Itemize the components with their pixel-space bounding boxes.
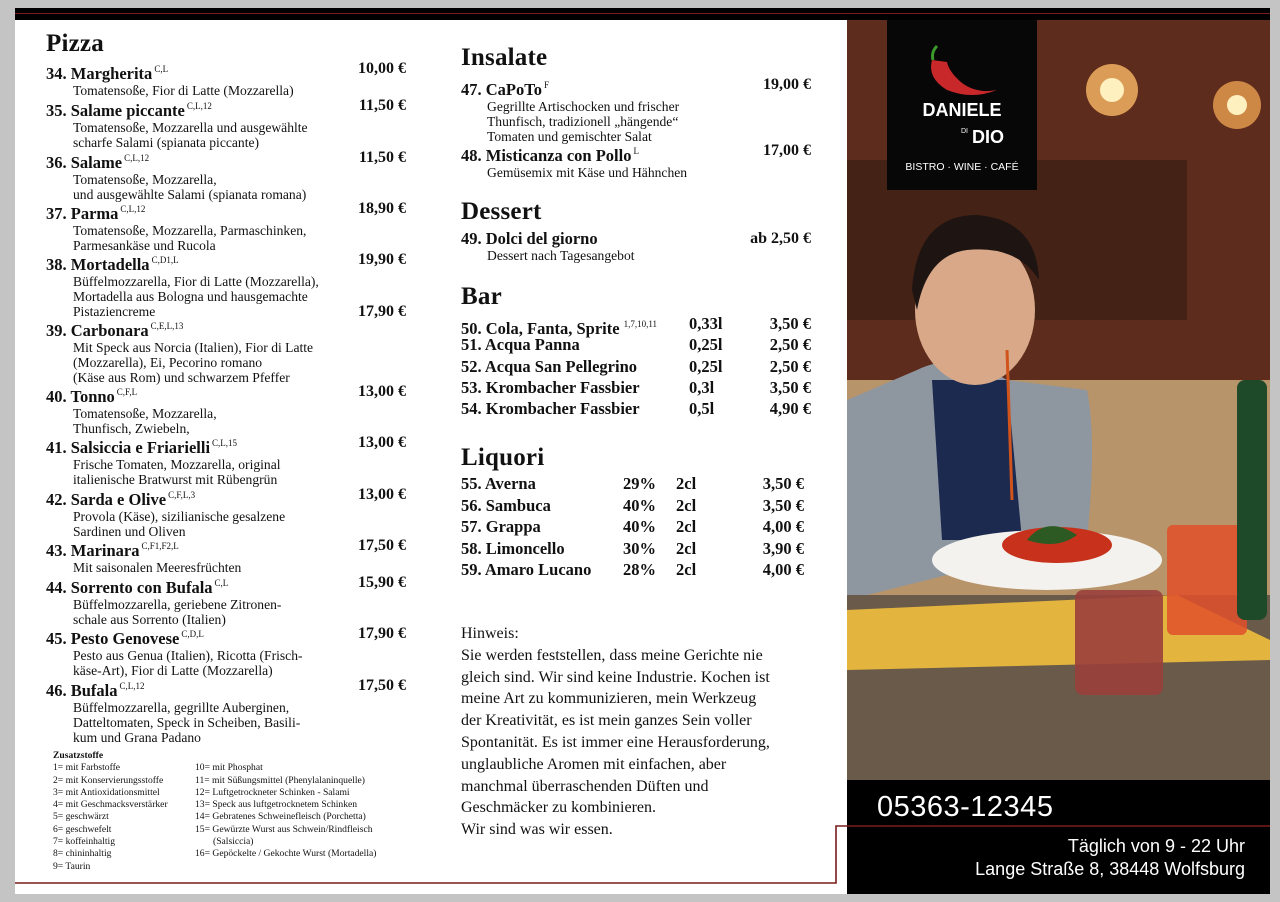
item-description: Provola (Käse), sizilianische gesalzene <box>73 509 286 524</box>
logo-name2: DIO <box>972 127 1005 147</box>
item-name: 45. Pesto Genovese <box>46 629 180 648</box>
additive-entry: 11= mit Süßungsmittel (Phenylalaninquelle) <box>195 774 365 786</box>
item-description: Tomatensoße, Mozzarella und ausgewählte <box>73 120 308 135</box>
note-text <box>461 645 770 841</box>
logo <box>887 20 1037 190</box>
item-description: Tomatensoße, Mozzarella, Parmaschinken, <box>73 223 307 238</box>
chili-pepper-icon <box>931 46 997 95</box>
item-description: Thunfisch, tradizionell „hängende“ <box>487 114 679 129</box>
item-name: 43. Marinara <box>46 541 140 560</box>
item-abv: 40% <box>623 495 656 515</box>
item-name: 38. Mortadella <box>46 255 150 274</box>
allergen-codes: C,D,L <box>181 629 204 639</box>
menu-item <box>46 677 406 745</box>
item-title <box>46 625 204 648</box>
juice-glass <box>1167 525 1247 635</box>
menu-item <box>46 574 406 627</box>
item-name: 55. Averna <box>461 474 536 493</box>
menu-item <box>461 76 811 144</box>
item-description: Büffelmozzarella, gegrillte Auberginen, <box>73 700 290 715</box>
menu-item <box>461 230 811 263</box>
menu-item <box>46 149 406 202</box>
item-name: 57. Grappa <box>461 517 541 537</box>
item-title <box>46 317 183 340</box>
item-name-text: 50. Cola, Fanta, Sprite <box>461 319 620 338</box>
additive-entry: 9= Taurin <box>53 860 91 872</box>
opening-hours: Täglich von 9 - 22 Uhr <box>1067 836 1245 856</box>
item-description: Dessert nach Tagesangebot <box>487 248 635 263</box>
dessert-heading: Dessert <box>461 198 542 225</box>
menu-item <box>46 537 406 575</box>
additive-entry: 14= Gebratenes Schweinefleisch (Porchetta) <box>195 811 366 823</box>
item-abv: 29% <box>623 474 656 493</box>
item-price: 13,00 € <box>358 486 406 503</box>
logo-name-di: DI <box>961 128 968 135</box>
item-size: 0,25l <box>689 356 723 376</box>
allergen-codes: 1,7,10,11 <box>623 319 658 329</box>
menu-item <box>46 383 406 436</box>
logo-tagline: BISTRO · WINE · CAFÉ <box>905 161 1019 173</box>
item-abv: 30% <box>623 538 656 558</box>
item-size: 0,25l <box>689 335 723 355</box>
note-line: der Kreativität, es ist mein ganzes Sein voller <box>461 712 752 730</box>
additive-entry: 5= geschwärzt <box>53 811 109 823</box>
bar-row <box>461 378 811 399</box>
item-name: 39. Carbonara <box>46 321 149 340</box>
note-line: Geschmäcker zu kombinieren. <box>461 799 657 817</box>
item-name: 35. Salame piccante <box>46 101 185 120</box>
liquori-row <box>461 560 804 581</box>
item-price: 17,00 € <box>763 142 811 159</box>
item-title <box>46 434 237 457</box>
liquori-row <box>461 474 804 495</box>
additives-col2 <box>195 762 435 860</box>
item-description: Mit Speck aus Norcia (Italien), Fior di Latte <box>73 340 314 355</box>
liquori-heading: Liquori <box>461 444 545 471</box>
item-title <box>46 200 145 223</box>
bar-row <box>461 399 811 420</box>
item-price: 2,50 € <box>769 356 811 376</box>
menu-item <box>46 251 406 319</box>
item-description: Sardinen und Oliven <box>73 524 186 539</box>
bar-row <box>461 335 811 356</box>
item-name <box>461 335 580 355</box>
item-name: 41. Salsiccia e Friarielli <box>46 438 211 457</box>
item-name-text: 53. Krombacher Fassbier <box>461 377 640 397</box>
item-size: 2cl <box>676 495 697 515</box>
allergen-codes: C,L <box>214 578 229 588</box>
note-title: Hinweis: <box>461 625 519 642</box>
menu-item <box>461 142 811 180</box>
allergen-codes: C,L,12 <box>186 101 212 111</box>
item-name: 47. CaPoTo <box>461 80 542 99</box>
additives-title: Zusatzstoffe <box>53 750 104 761</box>
item-description: Pesto aus Genua (Italien), Ricotta (Frisch- <box>73 648 303 663</box>
item-price: 2,50 € <box>769 335 811 355</box>
item-title <box>46 383 137 406</box>
allergen-codes: C,L,12 <box>119 681 145 691</box>
item-price: 17,90 € <box>358 625 406 642</box>
item-price: 17,50 € <box>358 537 406 554</box>
menu-item <box>46 200 406 253</box>
bar-row <box>461 357 811 378</box>
item-name: 58. Limoncello <box>461 538 565 558</box>
note-line: gleich sind. Wir sind keine Industrie. Kochen ist <box>461 668 770 686</box>
item-title <box>461 76 549 99</box>
item-name-text: 54. Krombacher Fassbier <box>461 399 640 419</box>
item-price: 17,50 € <box>358 677 406 694</box>
item-description: Gemüsemix mit Käse und Hähnchen <box>487 165 688 180</box>
item-size: 2cl <box>676 517 697 537</box>
item-price: 19,00 € <box>763 76 811 93</box>
lamp-bulb <box>1100 78 1124 102</box>
item-price: 3,50 € <box>762 474 804 493</box>
item-price: 3,50 € <box>762 495 804 515</box>
item-description: Tomatensoße, Mozzarella, <box>73 406 217 421</box>
item-size: 0,5l <box>689 399 715 419</box>
contact-footer <box>847 780 1270 894</box>
note-line: Spontanität. Es ist immer eine Herausforderung, <box>461 733 770 751</box>
item-size: 2cl <box>676 560 697 580</box>
item-size: 2cl <box>676 474 697 493</box>
item-price: 13,00 € <box>358 383 406 400</box>
item-price: 3,90 € <box>762 538 804 558</box>
item-description: schale aus Sorrento (Italien) <box>73 612 226 627</box>
item-description: (Käse aus Rom) und schwarzem Pfeffer <box>73 370 290 385</box>
item-title <box>461 142 639 165</box>
bar-row <box>461 314 811 338</box>
item-name: 40. Tonno <box>46 387 115 406</box>
item-description: Thunfisch, Zwiebeln, <box>73 421 190 436</box>
insalate-heading: Insalate <box>461 44 548 71</box>
item-price: 4,90 € <box>769 399 811 419</box>
item-description: Frische Tomaten, Mozzarella, original <box>73 457 281 472</box>
item-size: 2cl <box>676 538 697 558</box>
allergen-codes: C,F1,F2,L <box>141 541 179 551</box>
item-name: 42. Sarda e Olive <box>46 490 167 509</box>
item-price: 4,00 € <box>762 517 804 537</box>
additive-entry: 10= mit Phosphat <box>195 762 263 774</box>
item-description: Tomaten und gemischter Salat <box>487 129 652 144</box>
item-description: scharfe Salami (spianata piccante) <box>73 135 260 150</box>
logo-name1: DANIELE <box>922 100 1002 120</box>
additive-entry: 4= mit Geschmacksverstärker <box>53 799 168 811</box>
allergen-codes: C,L,12 <box>124 153 150 163</box>
additive-entry: 1= mit Farbstoffe <box>53 762 121 774</box>
note-line: Sie werden feststellen, dass meine Gerichte nie <box>461 646 763 664</box>
allergen-codes: C,F,L,3 <box>168 490 196 500</box>
additive-entry: 16= Gepöckelte / Gekochte Wurst (Mortadella) <box>195 848 377 860</box>
item-title <box>46 97 212 120</box>
item-price: 11,50 € <box>358 97 406 114</box>
item-price: 4,00 € <box>762 560 804 580</box>
note-line: manchmal überraschenden Düften und <box>461 777 709 795</box>
item-abv: 40% <box>623 517 656 537</box>
item-size: 0,3l <box>689 377 715 397</box>
additive-entry: 2= mit Konservierungsstoffe <box>53 774 164 786</box>
menu-item <box>46 434 406 487</box>
item-abv: 28% <box>623 560 656 580</box>
allergen-codes: C,F,L <box>116 387 138 397</box>
allergen-codes: C,D1,L <box>151 255 179 265</box>
item-price: 13,00 € <box>358 434 406 451</box>
additive-entry: 3= mit Antioxidationsmittel <box>53 786 160 798</box>
item-name <box>461 399 640 419</box>
lamp-bulb <box>1227 95 1247 115</box>
additive-entry: 12= Luftgetrockneter Schinken - Salami <box>195 786 350 798</box>
item-price: 18,90 € <box>358 200 406 217</box>
item-title <box>461 230 598 248</box>
menu-item <box>46 625 406 678</box>
additive-entry: 8= chininhaltig <box>53 848 112 860</box>
additives-legend <box>53 750 377 872</box>
item-price: 10,00 € <box>358 60 406 77</box>
item-price: ab 2,50 € <box>750 230 811 247</box>
item-description: Gegrillte Artischocken und frischer <box>487 99 680 114</box>
item-description: käse-Art), Fior di Latte (Mozzarella) <box>73 663 273 678</box>
item-name: 36. Salame <box>46 153 123 172</box>
menu-item <box>46 60 406 98</box>
item-description: kum und Grana Padano <box>73 730 201 745</box>
item-description: Parmesankäse und Rucola <box>73 238 216 253</box>
item-size: 0,33l <box>689 314 723 333</box>
item-name: 49. Dolci del giorno <box>461 229 598 248</box>
liquori-row <box>461 539 804 560</box>
item-description: Büffelmozzarella, geriebene Zitronen- <box>73 597 282 612</box>
item-description: Mortadella aus Bologna und hausgemachte <box>73 289 308 304</box>
item-price: 17,90 € <box>358 303 406 320</box>
additive-entry: 7= koffeinhaltig <box>53 836 115 848</box>
item-description: Tomatensoße, Fior di Latte (Mozzarella) <box>73 83 294 98</box>
item-name <box>461 378 640 398</box>
address: Lange Straße 8, 38448 Wolfsburg <box>975 859 1245 879</box>
item-description: Tomatensoße, Mozzarella, <box>73 172 217 187</box>
item-price: 19,90 € <box>358 251 406 268</box>
item-name: 44. Sorrento con Bufala <box>46 578 213 597</box>
allergen-codes: F <box>544 80 550 90</box>
item-description: und ausgewählte Salami (spianata romana) <box>73 187 307 202</box>
item-title <box>46 537 179 560</box>
item-name: 48. Misticanza con Pollo <box>461 146 632 165</box>
menu-page <box>15 8 1270 894</box>
item-description: Datteltomaten, Speck in Scheiben, Basili- <box>73 715 301 730</box>
item-description: Büffelmozzarella, Fior di Latte (Mozzarella), <box>73 274 319 289</box>
item-name: 37. Parma <box>46 204 119 223</box>
red-rule <box>15 13 1270 14</box>
smoothie-glass <box>1075 590 1163 695</box>
item-title <box>46 677 145 700</box>
item-price: 15,90 € <box>358 574 406 591</box>
allergen-codes: C,L,12 <box>120 204 146 214</box>
item-title <box>46 251 179 274</box>
item-name: 56. Sambuca <box>461 495 551 515</box>
item-name <box>461 357 637 377</box>
item-description: (Mozzarella), Ei, Pecorino romano <box>73 355 263 370</box>
allergen-codes: L <box>633 146 639 156</box>
item-description: italienische Bratwurst mit Rübengrün <box>73 472 278 487</box>
additive-entry: 13= Speck aus luftgetrocknetem Schinken <box>195 799 358 811</box>
item-name-text: 51. Acqua Panna <box>461 335 580 355</box>
item-title <box>46 149 149 172</box>
logo-graphic <box>887 20 1037 190</box>
allergen-codes: C,L <box>154 64 169 74</box>
item-price: 11,50 € <box>358 149 406 166</box>
additive-entry: (Salsiccia) <box>213 836 254 848</box>
additives-col1 <box>53 762 191 873</box>
bottle <box>1237 380 1267 620</box>
note-line: meine Art zu kommunizieren, mein Werkzeug <box>461 690 757 708</box>
liquori-row <box>461 517 804 538</box>
note-line: Wir sind was wir essen. <box>461 821 613 839</box>
note <box>461 623 821 841</box>
item-name: 34. Margherita <box>46 64 153 83</box>
item-description: Pistaziencreme <box>73 304 156 319</box>
item-description: Mit saisonalen Meeresfrüchten <box>73 560 242 575</box>
item-price: 3,50 € <box>769 377 811 397</box>
phone-number[interactable]: 05363-12345 <box>877 791 1054 823</box>
item-price: 3,50 € <box>769 314 811 333</box>
allergen-codes: C,E,L,13 <box>150 321 184 331</box>
additive-entry: 15= Gewürzte Wurst aus Schwein/Rindfleisch <box>195 823 373 835</box>
top-band <box>15 8 1270 20</box>
allergen-codes: C,L,15 <box>212 438 238 448</box>
additive-entry: 6= geschwefelt <box>53 823 112 835</box>
item-title <box>46 574 228 597</box>
note-line: unglaubliche Aromen mit einfachen, aber <box>461 755 727 773</box>
pizza-heading: Pizza <box>46 30 104 57</box>
item-name-text: 52. Acqua San Pellegrino <box>461 356 638 376</box>
item-title <box>46 486 195 509</box>
item-name: 46. Bufala <box>46 681 118 700</box>
item-title <box>46 60 168 83</box>
bar-heading: Bar <box>461 283 502 310</box>
liquori-row <box>461 496 804 517</box>
menu-item <box>46 486 406 539</box>
item-name: 59. Amaro Lucano <box>461 560 592 580</box>
menu-item <box>46 97 406 150</box>
